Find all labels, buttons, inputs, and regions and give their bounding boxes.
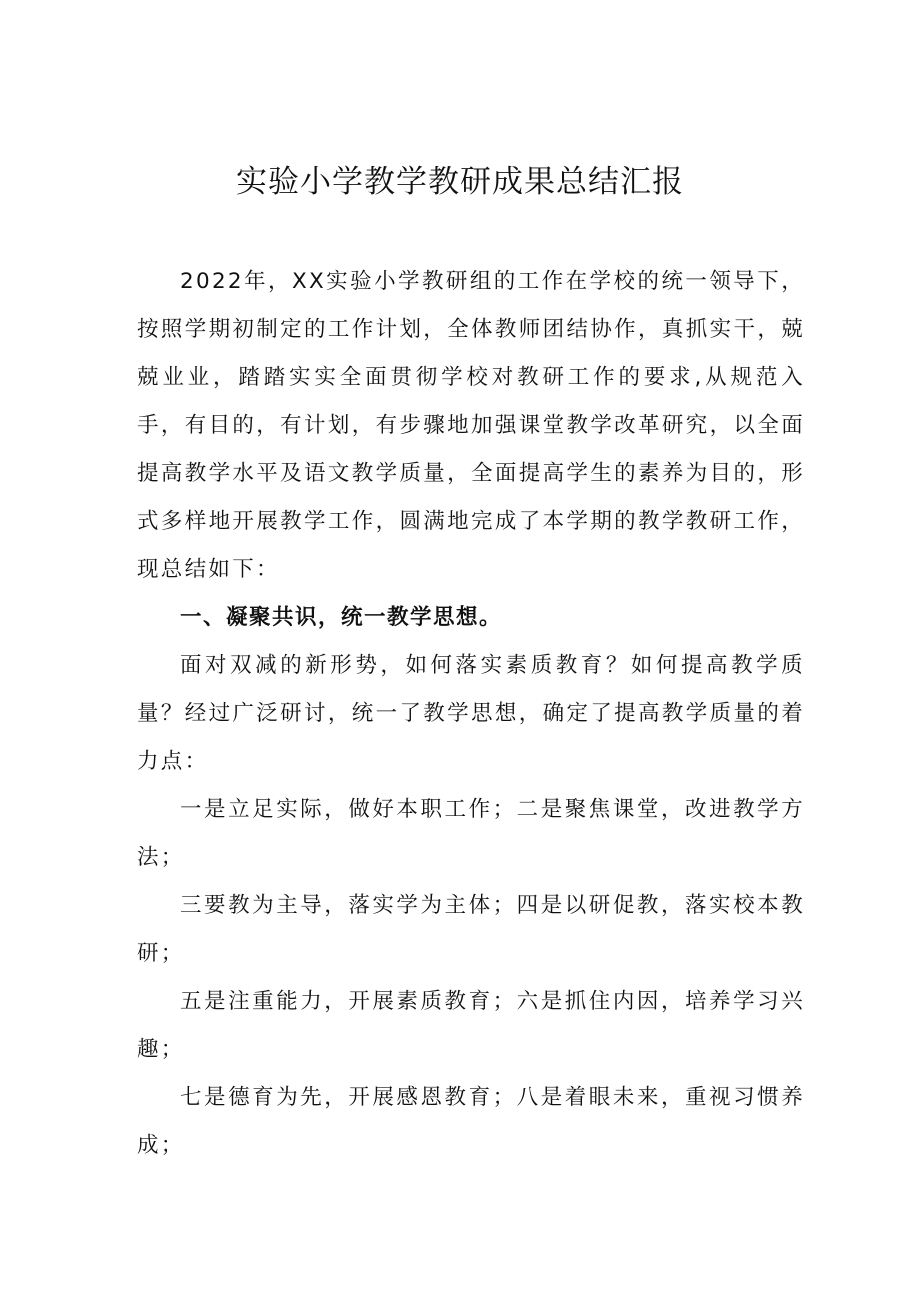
document-body (137, 258, 805, 1170)
section-paragraph: 三要教为主导，落实学为主体；四是以研促教，落实校本教研； (137, 893, 805, 966)
section-paragraph: 面对双减的新形势，如何落实素质教育？如何提高教学质量？经过广泛研讨，统一了教学思想，确定了提高教学质量的着力点： (137, 653, 805, 774)
section-paragraph: 七是德育为先，开展感恩教育；八是着眼未来，重视习惯养成； (137, 1085, 805, 1158)
section-paragraph: 五是注重能力，开展素质教育；六是抓住内因，培养学习兴趣； (137, 989, 805, 1062)
document-title: 实验小学教学教研成果总结汇报 (236, 164, 684, 200)
section-heading: 一、凝聚共识，统一教学思想。 (180, 605, 503, 630)
section-paragraph: 一是立足实际，做好本职工作；二是聚焦课堂，改进教学方法； (137, 797, 805, 870)
intro-paragraph: 2022年，XX实验小学教研组的工作在学校的统一领导下，按照学期初制定的工作计划，全体教师团结协作，真抓实干，兢兢业业，踏踏实实全面贯彻学校对教研工作的要求,从规范入手，有目的，有计划，有步骤地加强课堂教学改革研究，以全面提高教学水平及语文教学质量，全面提高学生的素养为目的，形式多样地开展教学工作，圆满地完成了本学期的教学教研工作，现总结如下： (137, 269, 805, 582)
